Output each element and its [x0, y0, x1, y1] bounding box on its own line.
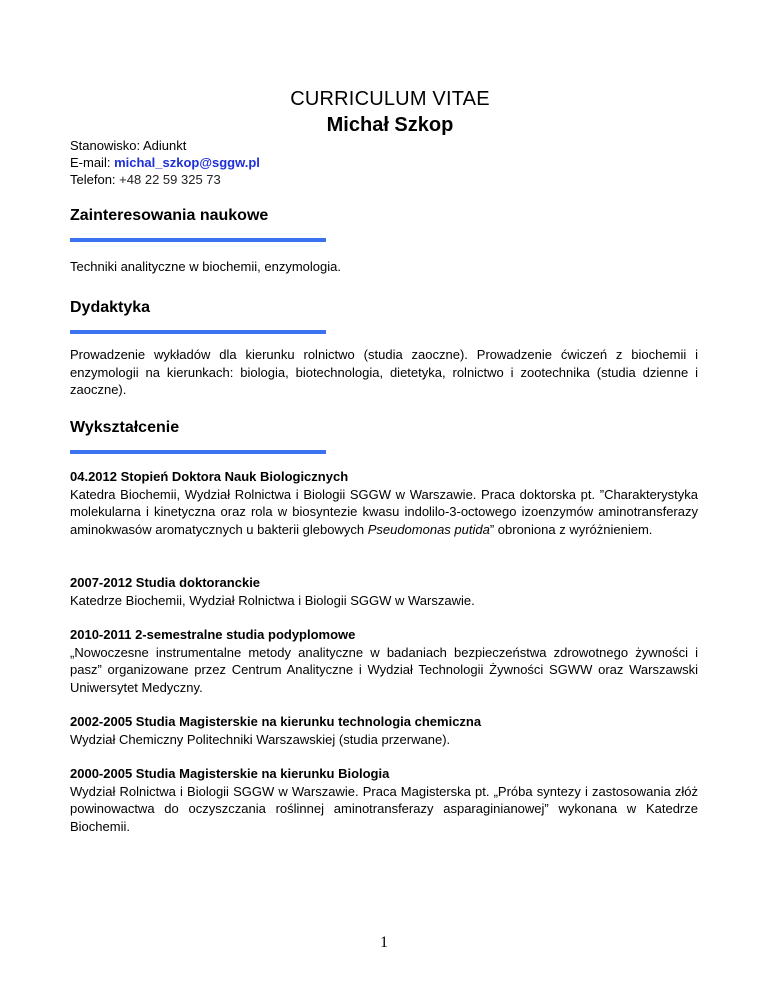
research-text: Techniki analityczne w biochemii, enzymologia. — [70, 259, 341, 274]
entry-description: Wydział Chemiczny Politechniki Warszawskiej (studia przerwane). — [70, 731, 451, 747]
title-block — [0, 86, 768, 138]
education-entry-chemical-technology — [70, 713, 698, 748]
entry-heading: 2000-2005 Studia Magisterskie na kierunku Biologia — [70, 766, 390, 781]
research-heading: Zainteresowania naukowe — [70, 207, 269, 224]
section-divider — [70, 450, 326, 454]
entry-description-text: ” obroniona z wyróżnieniem. — [489, 521, 653, 537]
entry-heading: 2007-2012 Studia doktoranckie — [70, 575, 261, 590]
education-section — [70, 418, 698, 454]
entry-description — [70, 486, 698, 539]
document-title: CURRICULUM VITAE — [290, 88, 490, 110]
phone-value: +48 22 59 325 73 — [119, 172, 221, 187]
education-entry-phd — [70, 468, 698, 538]
entry-description-text: Katedra Biochemii, Wydział Rolnictwa i Biologii SGGW w Warszawie. Praca doktorska pt. ”Charakterystyka molekularna i kinetyczna oraz rola w biosyntezie kwasu indolilo-3-octowego izoenzymów aminotransferazy aminokwasów aromatycznych u bakterii glebowych — [70, 486, 698, 537]
entry-description: „Nowoczesne instrumentalne metody analityczne w badaniach bezpieczeństwa zdrowotnego żywności i pasz” organizowane przez Centrum Analityczne i Wydział Technologii Żywności SGWW oraz Warszawski Uniwersytet Medyczny. — [70, 644, 698, 695]
page-number: 1 — [380, 934, 388, 951]
section-divider — [70, 238, 326, 242]
teaching-text: Prowadzenie wykładów dla kierunku rolnictwo (studia zaoczne). Prowadzenie ćwiczeń z biochemii i enzymologii na kierunkach: biologia, biotechnologia, dietetyka, rolnictwo i zootechnika (studia dzienne i zaoczne). — [70, 347, 698, 397]
education-entry-postgraduate — [70, 626, 698, 696]
entry-description: Wydział Rolnictwa i Biologii SGGW w Warszawie. Praca Magisterska pt. „Próba syntezy i zastosowania złóż powinowactwa do oczyszczania roślinnej aminotransferazy asparaginianowej” wykonana w Katedrze Biochemii. — [70, 783, 698, 834]
education-entry-biology — [70, 765, 698, 835]
position-label: Stanowisko: — [70, 138, 141, 153]
phone-line — [70, 171, 260, 188]
section-divider — [70, 330, 326, 334]
phone-label: Telefon: — [70, 172, 116, 187]
species-name: Pseudomonas putida — [367, 521, 490, 537]
position-line — [70, 137, 260, 154]
position-value: Adiunkt — [143, 138, 187, 153]
entry-heading: 2002-2005 Studia Magisterskie na kierunku technologia chemiczna — [70, 714, 482, 729]
research-section — [70, 206, 698, 242]
teaching-heading: Dydaktyka — [70, 299, 151, 316]
education-heading: Wykształcenie — [70, 419, 180, 436]
entry-description: Katedrze Biochemii, Wydział Rolnictwa i Biologii SGGW w Warszawie. — [70, 592, 475, 608]
teaching-section — [70, 298, 698, 334]
education-entry-doctoral-studies — [70, 574, 698, 609]
contact-info — [70, 137, 260, 188]
email-line — [70, 154, 260, 171]
person-name: Michał Szkop — [326, 114, 454, 136]
entry-heading: 2010-2011 2-semestralne studia podyplomowe — [70, 627, 356, 642]
email-link[interactable]: michal_szkop@sggw.pl — [114, 155, 260, 170]
entry-heading: 04.2012 Stopień Doktora Nauk Biologicznych — [70, 469, 349, 484]
email-label: E-mail: — [70, 155, 111, 170]
